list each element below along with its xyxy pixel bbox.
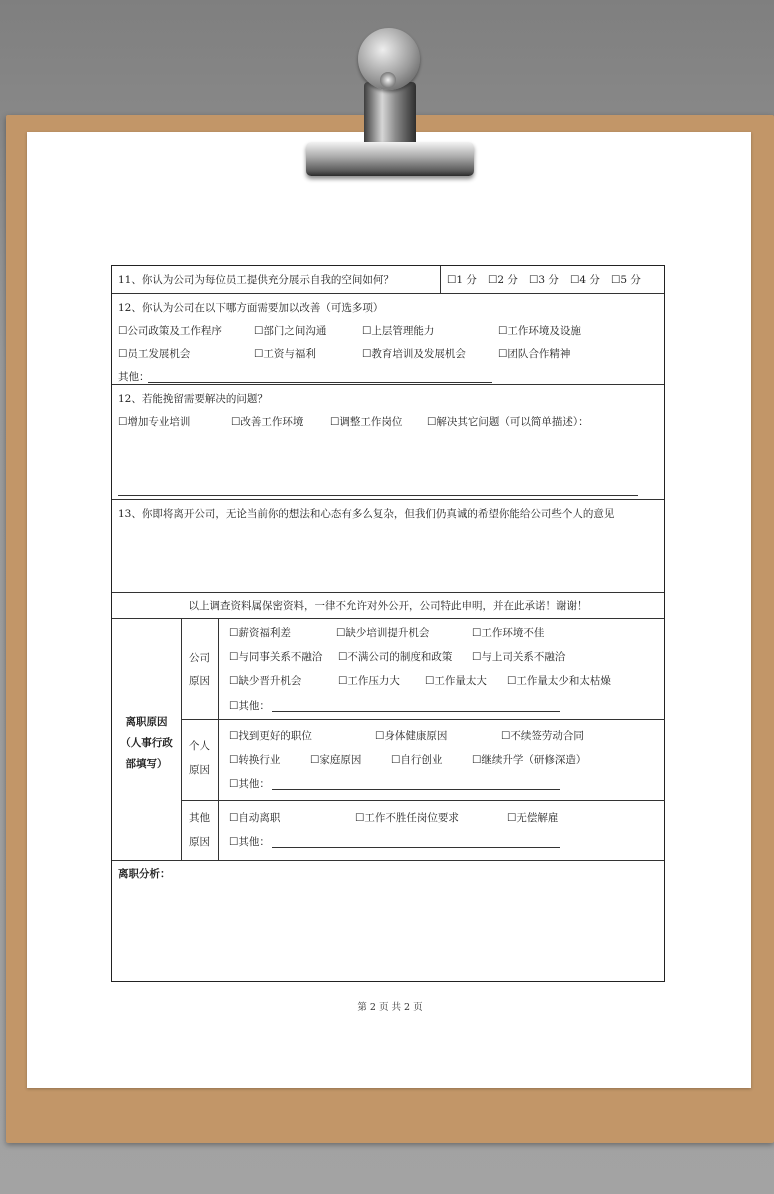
binder-clip xyxy=(290,22,480,177)
q11-divider xyxy=(440,266,441,293)
personal-opt-study[interactable]: ☐继续升学（研修深造） xyxy=(472,754,587,766)
personal-opt-startup[interactable]: ☐自行创业 xyxy=(391,754,443,766)
analysis-row xyxy=(112,861,664,981)
others-other-input[interactable] xyxy=(272,847,560,848)
reasons-sep-1 xyxy=(181,719,665,720)
others-other-label: ☐其他： xyxy=(229,836,270,848)
q11-row xyxy=(112,266,664,294)
reasons-sep-2 xyxy=(181,800,665,801)
q12b-question: 12、若能挽留需要解决的问题？ xyxy=(118,393,268,405)
analysis-label: 离职分析： xyxy=(118,868,171,880)
personal-opt-contract[interactable]: ☐不续签劳动合同 xyxy=(501,730,584,742)
personal-opt-family[interactable]: ☐家庭原因 xyxy=(310,754,362,766)
q12a-option-teamwork[interactable]: ☐团队合作精神 xyxy=(498,348,571,360)
reasons-label-2: （人事行政 xyxy=(120,737,173,749)
company-opt-training[interactable]: ☐缺少培训提升机会 xyxy=(336,627,430,639)
company-opt-policy[interactable]: ☐不满公司的制度和政策 xyxy=(338,651,453,663)
q12b-row xyxy=(112,385,664,500)
personal-opt-better-job[interactable]: ☐找到更好的职位 xyxy=(229,730,312,742)
q12a-option-communication[interactable]: ☐部门之间沟通 xyxy=(254,325,327,337)
q11-option-5[interactable]: ☐5 分 xyxy=(611,274,641,286)
q12a-row xyxy=(112,294,664,385)
others-opt-incompetent[interactable]: ☐工作不胜任岗位要求 xyxy=(355,812,459,824)
company-opt-underload[interactable]: ☐工作量太少和太枯燥 xyxy=(507,675,611,687)
company-opt-overload[interactable]: ☐工作量太大 xyxy=(425,675,487,687)
q12a-option-training[interactable]: ☐教育培训及发展机会 xyxy=(362,348,466,360)
confidential-notice: 以上调查资料属保密资料，一律不允许对外公开，公司特此申明，并在此承诺！谢谢！ xyxy=(188,600,588,612)
company-label-1: 公司 xyxy=(189,652,210,664)
company-label-2: 原因 xyxy=(189,675,210,687)
personal-other-label: ☐其他： xyxy=(229,778,270,790)
confidential-row xyxy=(112,593,664,619)
personal-opt-health[interactable]: ☐身体健康原因 xyxy=(375,730,448,742)
q11-option-4[interactable]: ☐4 分 xyxy=(570,274,600,286)
reasons-divider-2 xyxy=(218,619,219,860)
q12a-other-input[interactable] xyxy=(148,382,492,383)
q11-option-1[interactable]: ☐1 分 xyxy=(447,274,477,286)
q12b-answer-line[interactable] xyxy=(118,495,638,496)
q13-row xyxy=(112,500,664,593)
reasons-label-3: 部填写） xyxy=(125,758,168,770)
others-label-2: 原因 xyxy=(189,836,210,848)
q12a-option-environment[interactable]: ☐工作环境及设施 xyxy=(498,325,581,337)
q12b-option-position[interactable]: ☐调整工作岗位 xyxy=(330,416,403,428)
q11-question: 11、你认为公司为每位员工提供充分展示自我的空间如何？ xyxy=(118,274,394,286)
q12a-option-salary[interactable]: ☐工资与福利 xyxy=(254,348,316,360)
others-label-1: 其他 xyxy=(189,812,210,824)
q13-question: 13、你即将离开公司，无论当前你的想法和心态有多么复杂，但我们仍真诚的希望你能给公司些个人的意见 xyxy=(118,508,615,520)
others-opt-dismissal[interactable]: ☐无偿解雇 xyxy=(507,812,559,824)
q11-option-2[interactable]: ☐2 分 xyxy=(488,274,518,286)
company-opt-promotion[interactable]: ☐缺少晋升机会 xyxy=(229,675,302,687)
company-other-input[interactable] xyxy=(272,711,560,712)
personal-opt-industry[interactable]: ☐转换行业 xyxy=(229,754,281,766)
clip-hole xyxy=(380,72,396,88)
company-opt-salary[interactable]: ☐薪资福利差 xyxy=(229,627,291,639)
company-opt-colleague[interactable]: ☐与同事关系不融洽 xyxy=(229,651,323,663)
personal-label-2: 原因 xyxy=(189,764,210,776)
q12a-question: 12、你认为公司在以下哪方面需要加以改善（可选多项） xyxy=(118,302,384,314)
q12a-option-policy[interactable]: ☐公司政策及工作程序 xyxy=(118,325,222,337)
company-opt-environment[interactable]: ☐工作环境不佳 xyxy=(472,627,545,639)
personal-other-input[interactable] xyxy=(272,789,560,790)
company-opt-boss[interactable]: ☐与上司关系不融洽 xyxy=(472,651,566,663)
page-footer: 第 2 页 共 2 页 xyxy=(357,1002,423,1013)
q12a-option-management[interactable]: ☐上层管理能力 xyxy=(362,325,435,337)
company-opt-pressure[interactable]: ☐工作压力大 xyxy=(338,675,400,687)
others-opt-self-leave[interactable]: ☐自动离职 xyxy=(229,812,281,824)
company-other-label: ☐其他： xyxy=(229,700,270,712)
exit-survey-form xyxy=(111,265,665,982)
personal-label-1: 个人 xyxy=(189,740,210,752)
q12a-other-label: 其他： xyxy=(118,371,150,383)
reasons-label-1: 离职原因 xyxy=(125,716,168,728)
q12b-option-environment[interactable]: ☐改善工作环境 xyxy=(231,416,304,428)
q11-option-3[interactable]: ☐3 分 xyxy=(529,274,559,286)
q12b-option-training[interactable]: ☐增加专业培训 xyxy=(118,416,191,428)
clip-bar xyxy=(306,142,474,176)
reasons-block xyxy=(112,619,664,861)
q12a-option-development[interactable]: ☐员工发展机会 xyxy=(118,348,191,360)
q12b-option-other[interactable]: ☐解决其它问题（可以简单描述）： xyxy=(427,416,589,428)
